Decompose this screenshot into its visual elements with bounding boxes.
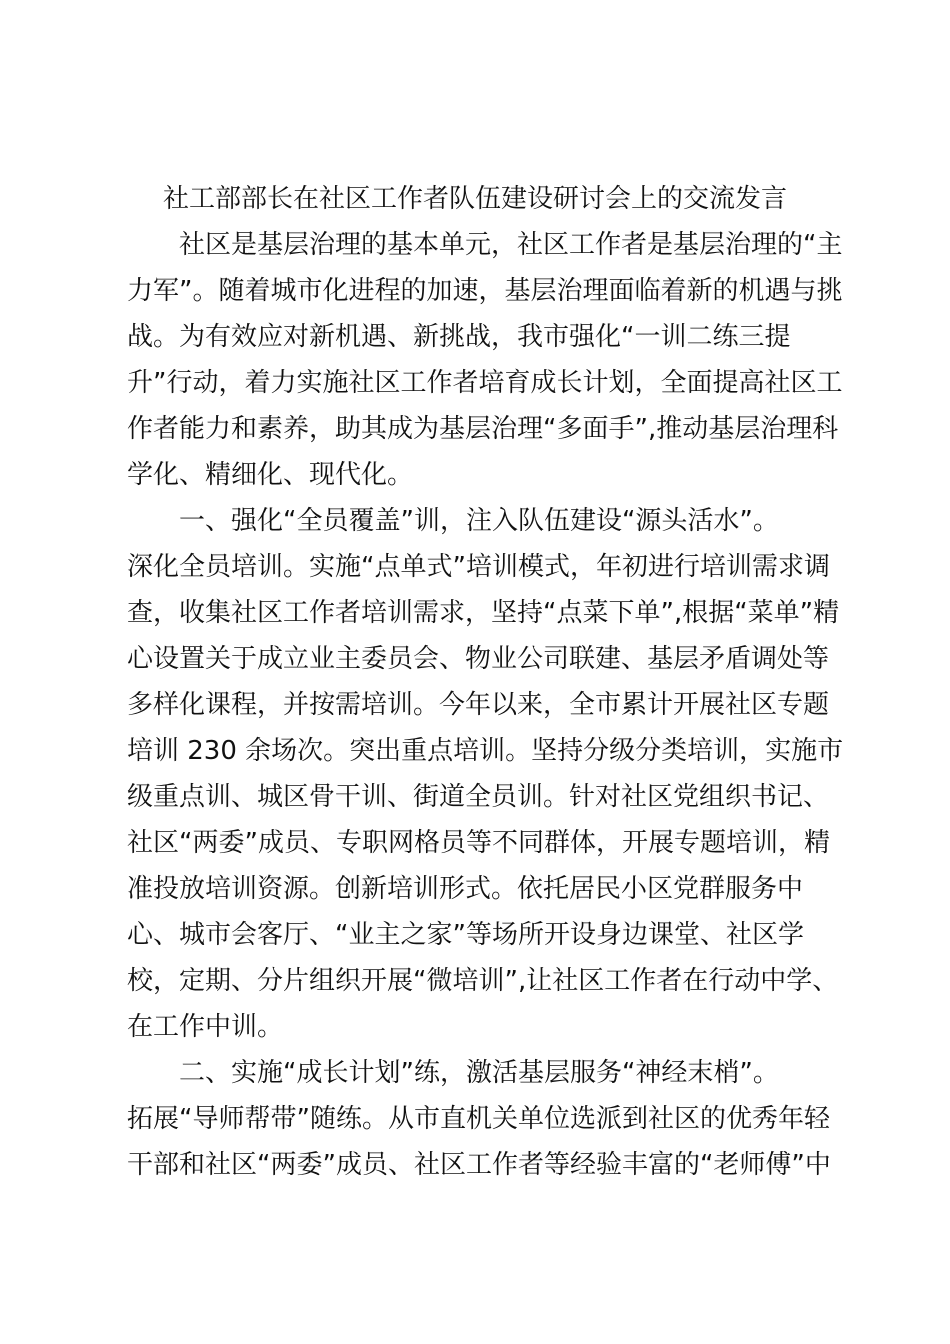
body-line: 准投放培训资源。创新培训形式。依托居民小区党群服务中	[127, 874, 804, 904]
section-heading: 一、强化“全员覆盖”训，注入队伍建设“源头活水”。	[179, 506, 779, 536]
body-line: 校，定期、分片组织开展“微培训”,让社区工作者在行动中学、	[127, 966, 839, 996]
body-line: 社区是基层治理的基本单元，社区工作者是基层治理的“主	[179, 230, 843, 260]
body-line: 多样化课程，并按需培训。今年以来，全市累计开展社区专题	[127, 690, 830, 720]
section-heading: 二、实施“成长计划”练，激活基层服务“神经末梢”。	[179, 1058, 779, 1088]
body-line: 查，收集社区工作者培训需求，坚持“点菜下单”,根据“菜单”精	[127, 598, 840, 628]
body-line: 心设置关于成立业主委员会、物业公司联建、基层矛盾调处等	[127, 644, 830, 674]
body-line: 干部和社区“两委”成员、社区工作者等经验丰富的“老师傅”中	[127, 1150, 831, 1180]
body-line: 级重点训、城区骨干训、街道全员训。针对社区党组织书记、	[127, 782, 830, 812]
body-line: 深化全员培训。实施“点单式”培训模式，年初进行培训需求调	[127, 552, 830, 582]
body-line: 学化、精细化、现代化。	[127, 460, 414, 490]
body-line: 作者能力和素养，助其成为基层治理“多面手”,推动基层治理科	[127, 414, 839, 444]
body-line: 在工作中训。	[127, 1012, 284, 1042]
body-line: 力军”。随着城市化进程的加速，基层治理面临着新的机遇与挑	[127, 276, 843, 306]
document-title: 社工部部长在社区工作者队伍建设研讨会上的交流发言	[162, 184, 787, 214]
body-line: 拓展“导师帮带”随练。从市直机关单位选派到社区的优秀年轻	[127, 1104, 830, 1134]
body-line: 社区“两委”成员、专职网格员等不同群体，开展专题培训，精	[127, 828, 830, 858]
body-line: 战。为有效应对新机遇、新挑战，我市强化“一训二练三提	[127, 322, 791, 352]
body-line: 心、城市会客厅、“业主之家”等场所开设身边课堂、社区学	[127, 920, 804, 950]
body-line: 升”行动，着力实施社区工作者培育成长计划，全面提高社区工	[127, 368, 843, 398]
body-line: 培训 230 余场次。突出重点培训。坚持分级分类培训，实施市	[127, 736, 844, 766]
